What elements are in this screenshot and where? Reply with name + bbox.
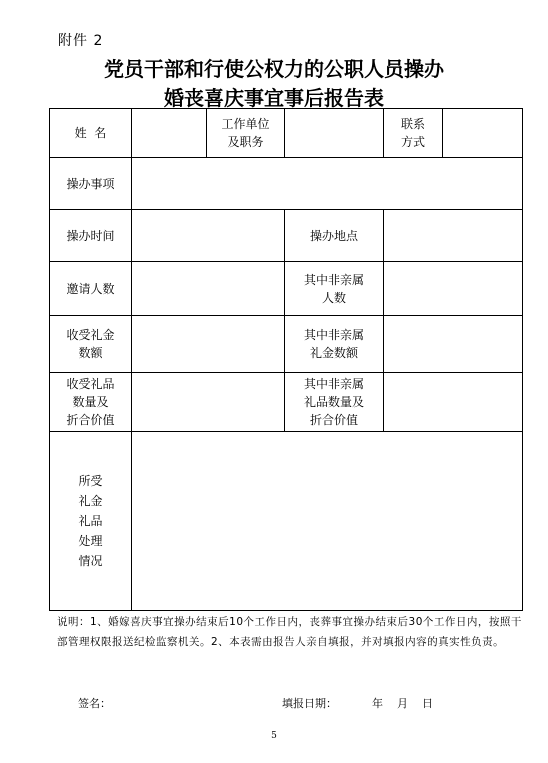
non-relatives-count-field[interactable] [384, 262, 523, 316]
gift-items-field[interactable] [132, 373, 285, 432]
non-relatives-items-label: 其中非亲属 礼品数量及 折合价值 [285, 373, 384, 432]
title-line-2: 婚丧喜庆事宜事后报告表 [164, 86, 384, 110]
signature-label: 签名： [78, 697, 111, 710]
date-units: 年 月 日 [372, 697, 433, 710]
table-row [50, 158, 523, 210]
gift-items-label: 收受礼品 数量及 折合价值 [50, 373, 132, 432]
work-unit-field[interactable] [285, 109, 384, 158]
non-relatives-count-label: 其中非亲属 人数 [285, 262, 384, 316]
matter-field[interactable] [132, 158, 523, 210]
time-label: 操办时间 [50, 210, 132, 262]
invitees-field[interactable] [132, 262, 285, 316]
handling-label [50, 432, 132, 611]
explanatory-note: 说明：1、婚嫁喜庆事宜操办结束后10个工作日内，丧葬事宜操办结束后30个工作日内，按照干部管理权限报送纪检监察机关。2、本表需由报告人亲自填报，并对填报内容的真实性负责。 [57, 616, 522, 648]
name-field[interactable] [132, 109, 207, 158]
table-row [50, 432, 523, 611]
table-row [50, 373, 523, 432]
contact-label: 联系 方式 [384, 109, 443, 158]
non-relatives-items-field[interactable] [384, 373, 523, 432]
table-row [50, 210, 523, 262]
table-row [50, 316, 523, 373]
place-field[interactable] [384, 210, 523, 262]
name-label: 姓 名 [50, 109, 132, 158]
report-form-table [49, 108, 523, 611]
work-unit-label: 工作单位 及职务 [207, 109, 285, 158]
attachment-label: 附件 2 [58, 33, 104, 49]
table-row [50, 262, 523, 316]
time-field[interactable] [132, 210, 285, 262]
handling-field[interactable] [132, 432, 523, 611]
cash-gift-field[interactable] [132, 316, 285, 373]
cash-gift-label: 收受礼金 数额 [50, 316, 132, 373]
date-label: 填报日期： [282, 697, 337, 710]
handling-label-text: 所受 礼金 礼品 处理 情况 [78, 474, 103, 568]
table-row [50, 109, 523, 158]
contact-field[interactable] [443, 109, 523, 158]
title-line-1: 党员干部和行使公权力的公职人员操办 [104, 57, 444, 81]
place-label: 操办地点 [285, 210, 384, 262]
matter-label: 操办事项 [50, 158, 132, 210]
invitees-label: 邀请人数 [50, 262, 132, 316]
non-relatives-cash-label: 其中非亲属 礼金数额 [285, 316, 384, 373]
page-number: 5 [271, 731, 277, 741]
non-relatives-cash-field[interactable] [384, 316, 523, 373]
